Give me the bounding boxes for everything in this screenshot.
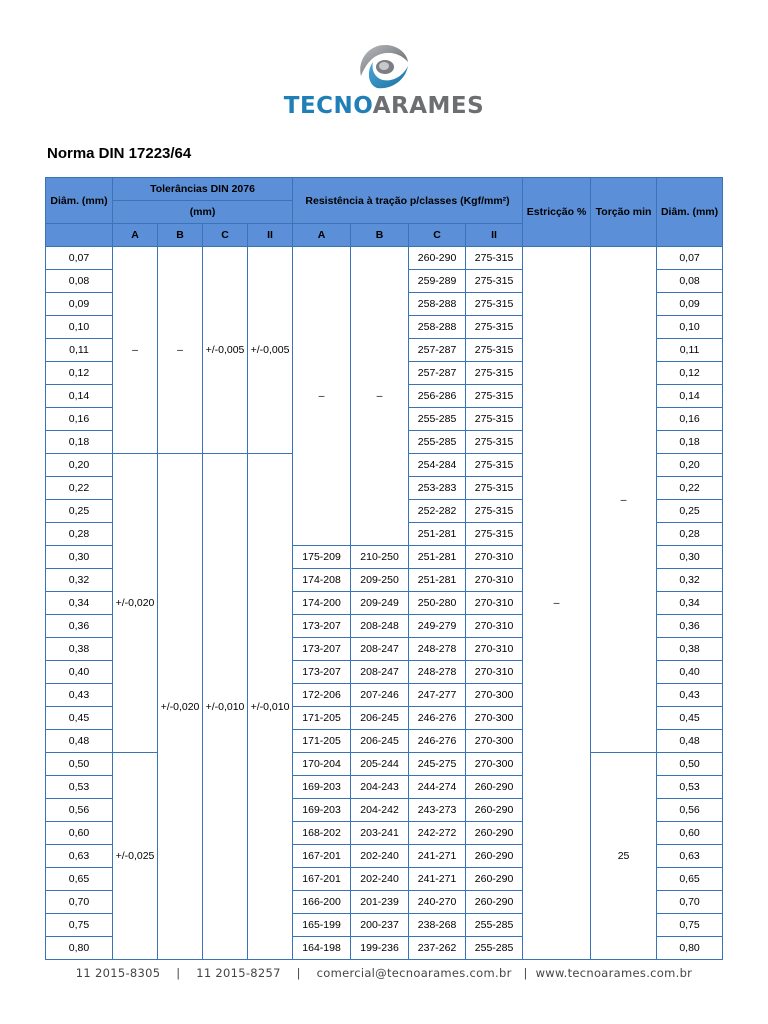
diam-cell: 0,80	[46, 937, 113, 960]
res-a-cell: 172-206	[293, 684, 351, 707]
footer-contact: 11 2015-8305 | 11 2015-8257 | comercial@tecnoarames.com.br | www.tecnoarames.com.br	[75, 966, 693, 980]
res-ii-cell: 275-315	[466, 408, 523, 431]
diam-cell: 0,40	[46, 661, 113, 684]
diam-cell: 0,12	[46, 362, 113, 385]
res-a-cell: 170-204	[293, 753, 351, 776]
diam-cell: 0,28	[46, 523, 113, 546]
header-res-class-ii: II	[466, 224, 523, 247]
res-a-cell: 169-203	[293, 799, 351, 822]
res-ii-cell: 270-300	[466, 707, 523, 730]
footer-phone-1: 11 2015-8305	[75, 966, 161, 980]
res-ii-cell: 275-315	[466, 339, 523, 362]
res-c-cell: 257-287	[409, 339, 466, 362]
estriccao-dash-cell: –	[523, 247, 591, 960]
diam-right-cell: 0,56	[657, 799, 723, 822]
diam-cell: 0,34	[46, 592, 113, 615]
diam-cell: 0,14	[46, 385, 113, 408]
din-spec-table	[45, 177, 723, 960]
res-b-cell: 206-245	[351, 707, 409, 730]
res-ii-cell: 275-315	[466, 316, 523, 339]
res-ii-cell: 255-285	[466, 937, 523, 960]
res-ii-cell: 270-300	[466, 753, 523, 776]
diam-right-cell: 0,09	[657, 293, 723, 316]
res-b-cell: 207-246	[351, 684, 409, 707]
res-ii-cell: 260-290	[466, 822, 523, 845]
diam-cell: 0,30	[46, 546, 113, 569]
tol-c-0010-cell: +/-0,010	[203, 454, 248, 960]
tecnoarames-logo-icon	[355, 42, 411, 90]
diam-cell: 0,11	[46, 339, 113, 362]
header-torcao: Torção min	[591, 178, 657, 247]
res-ii-cell: 255-285	[466, 914, 523, 937]
res-a-cell: 173-207	[293, 638, 351, 661]
res-c-cell: 260-290	[409, 247, 466, 270]
res-ii-cell: 275-315	[466, 454, 523, 477]
header-tol-unit: (mm)	[113, 201, 293, 224]
diam-right-cell: 0,40	[657, 661, 723, 684]
diam-right-cell: 0,11	[657, 339, 723, 362]
res-b-cell: 202-240	[351, 845, 409, 868]
res-ii-cell: 260-290	[466, 845, 523, 868]
res-c-cell: 247-277	[409, 684, 466, 707]
res-ii-cell: 275-315	[466, 293, 523, 316]
res-ii-cell: 275-315	[466, 270, 523, 293]
header-tol-class-ii: II	[248, 224, 293, 247]
res-b-dash-cell: –	[351, 247, 409, 546]
res-b-cell: 209-249	[351, 592, 409, 615]
header-estriccao: Estricção %	[523, 178, 591, 247]
res-a-cell: 164-198	[293, 937, 351, 960]
diam-right-cell: 0,20	[657, 454, 723, 477]
res-c-cell: 238-268	[409, 914, 466, 937]
res-b-cell: 208-247	[351, 638, 409, 661]
res-a-cell: 167-201	[293, 868, 351, 891]
tol-a-0025-cell: +/-0,025	[113, 753, 158, 960]
res-a-cell: 173-207	[293, 615, 351, 638]
diam-right-cell: 0,36	[657, 615, 723, 638]
res-c-cell: 258-288	[409, 316, 466, 339]
res-b-cell: 199-236	[351, 937, 409, 960]
res-c-cell: 245-275	[409, 753, 466, 776]
diam-right-cell: 0,10	[657, 316, 723, 339]
diam-right-cell: 0,48	[657, 730, 723, 753]
diam-cell: 0,60	[46, 822, 113, 845]
table-row	[46, 753, 723, 776]
res-c-cell: 240-270	[409, 891, 466, 914]
res-b-cell: 208-247	[351, 661, 409, 684]
res-c-cell: 254-284	[409, 454, 466, 477]
header-tol-class-c: C	[203, 224, 248, 247]
res-ii-cell: 260-290	[466, 891, 523, 914]
res-c-cell: 250-280	[409, 592, 466, 615]
res-c-cell: 237-262	[409, 937, 466, 960]
diam-cell: 0,09	[46, 293, 113, 316]
res-a-cell: 169-203	[293, 776, 351, 799]
header-diam-blank	[46, 224, 113, 247]
res-ii-cell: 270-300	[466, 730, 523, 753]
diam-cell: 0,16	[46, 408, 113, 431]
res-c-cell: 244-274	[409, 776, 466, 799]
res-c-cell: 241-271	[409, 868, 466, 891]
footer-email[interactable]: comercial@tecnoarames.com.br	[316, 966, 512, 980]
brand-name	[0, 93, 768, 119]
diam-cell: 0,50	[46, 753, 113, 776]
header-tolerancias: Tolerâncias DIN 2076	[113, 178, 293, 201]
res-c-cell: 258-288	[409, 293, 466, 316]
diam-right-cell: 0,12	[657, 362, 723, 385]
diam-cell: 0,43	[46, 684, 113, 707]
res-a-cell: 173-207	[293, 661, 351, 684]
res-c-cell: 246-276	[409, 707, 466, 730]
diam-cell: 0,18	[46, 431, 113, 454]
res-ii-cell: 270-310	[466, 592, 523, 615]
res-b-cell: 204-242	[351, 799, 409, 822]
res-c-cell: 249-279	[409, 615, 466, 638]
res-ii-cell: 270-310	[466, 615, 523, 638]
diam-cell: 0,36	[46, 615, 113, 638]
diam-right-cell: 0,25	[657, 500, 723, 523]
res-ii-cell: 270-300	[466, 684, 523, 707]
diam-right-cell: 0,34	[657, 592, 723, 615]
res-c-cell: 246-276	[409, 730, 466, 753]
diam-cell: 0,53	[46, 776, 113, 799]
diam-right-cell: 0,63	[657, 845, 723, 868]
brand-logo	[0, 38, 768, 124]
res-c-cell: 255-285	[409, 431, 466, 454]
tol-a-0020-cell: +/-0,020	[113, 454, 158, 753]
diam-cell: 0,56	[46, 799, 113, 822]
header-res-class-b: B	[351, 224, 409, 247]
res-ii-cell: 270-310	[466, 661, 523, 684]
tol-ii-0005-cell: +/-0,005	[248, 247, 293, 454]
res-ii-cell: 260-290	[466, 868, 523, 891]
document-title: Norma DIN 17223/64	[47, 145, 192, 162]
tol-b-dash-cell: –	[158, 247, 203, 454]
res-c-cell: 241-271	[409, 845, 466, 868]
diam-right-cell: 0,16	[657, 408, 723, 431]
diam-right-cell: 0,70	[657, 891, 723, 914]
diam-right-cell: 0,18	[657, 431, 723, 454]
diam-cell: 0,08	[46, 270, 113, 293]
header-res-class-a: A	[293, 224, 351, 247]
res-a-cell: 171-205	[293, 707, 351, 730]
header-resistencia: Resistência à tração p/classes (Kgf/mm²)	[293, 178, 523, 224]
res-b-cell: 201-239	[351, 891, 409, 914]
res-c-cell: 255-285	[409, 408, 466, 431]
diam-right-cell: 0,43	[657, 684, 723, 707]
diam-right-cell: 0,75	[657, 914, 723, 937]
tol-ii-0010-cell: +/-0,010	[248, 454, 293, 960]
res-a-cell: 174-200	[293, 592, 351, 615]
diam-cell: 0,07	[46, 247, 113, 270]
diam-right-cell: 0,08	[657, 270, 723, 293]
res-ii-cell: 275-315	[466, 500, 523, 523]
diam-cell: 0,20	[46, 454, 113, 477]
footer-website[interactable]: www.tecnoarames.com.br	[535, 966, 693, 980]
res-ii-cell: 275-315	[466, 431, 523, 454]
diam-right-cell: 0,22	[657, 477, 723, 500]
torcao-25-cell: 25	[591, 753, 657, 960]
res-b-cell: 208-248	[351, 615, 409, 638]
table-body	[46, 247, 723, 960]
res-c-cell: 259-289	[409, 270, 466, 293]
res-a-dash-cell: –	[293, 247, 351, 546]
res-ii-cell: 270-310	[466, 546, 523, 569]
res-c-cell: 242-272	[409, 822, 466, 845]
res-a-cell: 166-200	[293, 891, 351, 914]
diam-right-cell: 0,80	[657, 937, 723, 960]
diam-cell: 0,70	[46, 891, 113, 914]
res-a-cell: 175-209	[293, 546, 351, 569]
diam-right-cell: 0,50	[657, 753, 723, 776]
res-ii-cell: 275-315	[466, 477, 523, 500]
res-c-cell: 253-283	[409, 477, 466, 500]
diam-right-cell: 0,07	[657, 247, 723, 270]
header-tol-class-a: A	[113, 224, 158, 247]
diam-right-cell: 0,38	[657, 638, 723, 661]
diam-cell: 0,65	[46, 868, 113, 891]
diam-cell: 0,22	[46, 477, 113, 500]
res-ii-cell: 275-315	[466, 247, 523, 270]
tol-a-dash-cell: –	[113, 247, 158, 454]
res-c-cell: 256-286	[409, 385, 466, 408]
res-a-cell: 167-201	[293, 845, 351, 868]
res-b-cell: 209-250	[351, 569, 409, 592]
header-tol-class-b: B	[158, 224, 203, 247]
res-a-cell: 168-202	[293, 822, 351, 845]
diam-cell: 0,32	[46, 569, 113, 592]
diam-right-cell: 0,53	[657, 776, 723, 799]
diam-cell: 0,45	[46, 707, 113, 730]
res-c-cell: 252-282	[409, 500, 466, 523]
res-b-cell: 200-237	[351, 914, 409, 937]
diam-right-cell: 0,65	[657, 868, 723, 891]
diam-cell: 0,25	[46, 500, 113, 523]
diam-cell: 0,38	[46, 638, 113, 661]
res-c-cell: 251-281	[409, 569, 466, 592]
res-ii-cell: 275-315	[466, 362, 523, 385]
res-c-cell: 243-273	[409, 799, 466, 822]
res-c-cell: 251-281	[409, 546, 466, 569]
diam-right-cell: 0,30	[657, 546, 723, 569]
tol-c-0005-cell: +/-0,005	[203, 247, 248, 454]
header-diam: Diâm. (mm)	[46, 178, 113, 224]
res-b-cell: 210-250	[351, 546, 409, 569]
diam-right-cell: 0,60	[657, 822, 723, 845]
res-ii-cell: 260-290	[466, 776, 523, 799]
res-ii-cell: 275-315	[466, 385, 523, 408]
res-c-cell: 248-278	[409, 661, 466, 684]
res-ii-cell: 275-315	[466, 523, 523, 546]
header-diam-right: Diâm. (mm)	[657, 178, 723, 247]
res-ii-cell: 270-310	[466, 569, 523, 592]
res-ii-cell: 260-290	[466, 799, 523, 822]
res-b-cell: 202-240	[351, 868, 409, 891]
torcao-dash-cell: –	[591, 247, 657, 753]
res-ii-cell: 270-310	[466, 638, 523, 661]
res-c-cell: 257-287	[409, 362, 466, 385]
footer-phone-2: 11 2015-8257	[196, 966, 281, 980]
diam-cell: 0,63	[46, 845, 113, 868]
header-res-class-c: C	[409, 224, 466, 247]
res-b-cell: 203-241	[351, 822, 409, 845]
brand-name-part2: ARAMES	[372, 93, 485, 119]
res-c-cell: 248-278	[409, 638, 466, 661]
diam-cell: 0,75	[46, 914, 113, 937]
brand-name-part1: TECNO	[283, 93, 373, 119]
diam-right-cell: 0,28	[657, 523, 723, 546]
res-b-cell: 206-245	[351, 730, 409, 753]
res-a-cell: 174-208	[293, 569, 351, 592]
table-row	[46, 247, 723, 270]
diam-right-cell: 0,45	[657, 707, 723, 730]
diam-right-cell: 0,32	[657, 569, 723, 592]
res-c-cell: 251-281	[409, 523, 466, 546]
diam-right-cell: 0,14	[657, 385, 723, 408]
res-a-cell: 165-199	[293, 914, 351, 937]
res-b-cell: 205-244	[351, 753, 409, 776]
res-a-cell: 171-205	[293, 730, 351, 753]
tol-b-0020-cell: +/-0,020	[158, 454, 203, 960]
diam-cell: 0,10	[46, 316, 113, 339]
diam-cell: 0,48	[46, 730, 113, 753]
res-b-cell: 204-243	[351, 776, 409, 799]
